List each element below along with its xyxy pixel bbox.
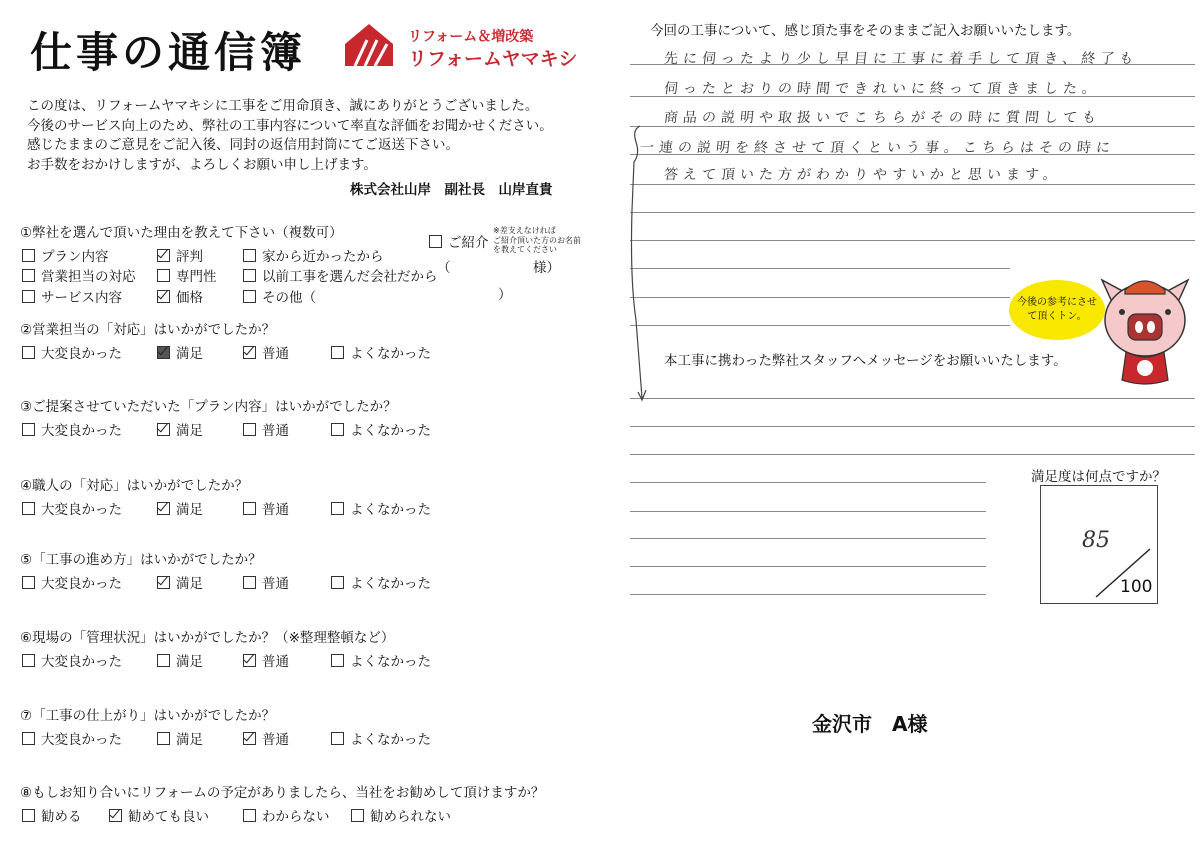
rating-option[interactable]	[157, 572, 203, 592]
option-label: 大変良かった	[41, 423, 122, 439]
other-close-paren: ）	[498, 287, 512, 303]
checkbox[interactable]	[22, 423, 35, 436]
checkbox[interactable]	[157, 654, 170, 667]
option-label: 勧める	[41, 809, 82, 825]
checkbox[interactable]	[157, 732, 170, 745]
intro-line: 感じたままのご意見をご記入後、同封の返信用封筒にてご返送下さい。	[27, 137, 459, 153]
q1-option[interactable]	[157, 286, 203, 306]
option-label: よくなかった	[350, 732, 431, 748]
satisfaction-label: 満足度は何点ですか？	[1031, 469, 1166, 485]
checkbox[interactable]	[22, 346, 35, 359]
intro-text	[27, 97, 553, 175]
checkbox[interactable]	[243, 423, 256, 436]
checkbox[interactable]	[22, 290, 35, 303]
option-label: よくなかった	[350, 502, 431, 518]
option-label: 勧めても良い	[128, 809, 209, 825]
option-label: その他（	[262, 290, 316, 306]
option-label: よくなかった	[350, 346, 431, 362]
rating-option[interactable]	[22, 342, 122, 362]
ruled-line	[630, 594, 986, 595]
option-label: よくなかった	[350, 576, 431, 592]
rating-option[interactable]	[22, 650, 122, 670]
ruled-line	[630, 398, 1195, 399]
option-label: 大変良かった	[41, 346, 122, 362]
option-label: 満足	[176, 423, 203, 439]
introduced-note: ※差支えなければ ご紹介頂いた方のお名前 を教えてください	[493, 226, 581, 254]
rating-option[interactable]	[331, 572, 431, 592]
option-label: 勧められない	[370, 809, 451, 825]
introduced-label: ご紹介	[448, 235, 489, 251]
introduced-option[interactable]	[429, 231, 489, 251]
q1-option[interactable]	[243, 286, 316, 306]
ruled-line	[630, 482, 986, 483]
checkbox[interactable]	[157, 269, 170, 282]
pig-mascot-icon	[1098, 272, 1193, 390]
option-label: 営業担当の対応	[41, 269, 136, 285]
rating-option[interactable]	[157, 419, 203, 439]
rating-option[interactable]	[22, 419, 122, 439]
option-label: よくなかった	[350, 654, 431, 670]
option-label: 普通	[262, 502, 289, 518]
checkbox[interactable]	[243, 346, 256, 359]
rating-option[interactable]	[22, 728, 122, 748]
checkbox[interactable]	[243, 502, 256, 515]
q1-option[interactable]	[243, 245, 384, 265]
q1-option[interactable]	[157, 245, 203, 265]
checkbox[interactable]	[157, 576, 170, 589]
q8-option[interactable]	[22, 805, 82, 825]
option-label: 満足	[176, 576, 203, 592]
ruled-line	[630, 454, 1195, 455]
question-4: ④職人の「対応」はいかがでしたか？	[20, 478, 249, 494]
checkbox[interactable]	[22, 502, 35, 515]
option-label: 家から近かったから	[262, 249, 384, 265]
ruled-line	[630, 96, 1195, 97]
rating-option[interactable]	[331, 650, 431, 670]
option-label: サービス内容	[41, 290, 122, 306]
ruled-line	[630, 126, 1195, 127]
question-3: ③ご提案させていただいた「プラン内容」はいかがでしたか？	[20, 399, 397, 415]
option-label: 専門性	[176, 269, 217, 285]
handwritten-comment-line: 一連の説明を終させて頂くという事。こちらはその時に	[639, 140, 1116, 156]
checkbox[interactable]	[109, 809, 122, 822]
option-label: プラン内容	[41, 249, 109, 265]
rating-option[interactable]	[243, 342, 289, 362]
option-label: 普通	[262, 423, 289, 439]
ruled-line	[630, 538, 986, 539]
signature: 株式会社山岸 副社長 山岸直貴	[350, 182, 553, 198]
logo-name: リフォームヤマキシ	[408, 48, 578, 70]
checkbox[interactable]	[331, 576, 344, 589]
question-7: ⑦「工事の仕上がり」はいかがでしたか？	[20, 708, 276, 724]
rating-option[interactable]	[22, 498, 122, 518]
checkbox[interactable]	[331, 423, 344, 436]
checkbox[interactable]	[157, 502, 170, 515]
rating-option[interactable]	[243, 498, 289, 518]
checkbox[interactable]	[331, 502, 344, 515]
question-8: ⑧もしお知り合いにリフォームの予定がありましたら、当社をお勧めして頂けますか？	[20, 785, 545, 801]
checkbox-introduced[interactable]	[429, 235, 442, 248]
question-1: ①弊社を選んで頂いた理由を教えて下さい（複数可）	[20, 225, 343, 241]
checkbox[interactable]	[22, 732, 35, 745]
checkbox[interactable]	[243, 249, 256, 262]
page-title: 仕事の通信簿	[30, 28, 307, 77]
option-label: 評判	[176, 249, 203, 265]
checkbox[interactable]	[22, 269, 35, 282]
ruled-line	[630, 64, 1195, 65]
ruled-line	[630, 297, 1010, 298]
option-label: 満足	[176, 732, 203, 748]
q1-option[interactable]	[22, 245, 109, 265]
intro-line: お手数をおかけしますが、よろしくお願い申し上げます。	[27, 156, 377, 173]
ruled-line	[630, 511, 986, 512]
ruled-line	[630, 325, 1010, 326]
ruled-line	[630, 240, 1195, 241]
handwritten-comment-line: 伺ったとおりの時間できれいに終って頂きました。	[663, 81, 1102, 97]
option-label: わからない	[262, 809, 330, 825]
q1-option[interactable]	[22, 265, 136, 285]
ruled-line	[630, 154, 1195, 155]
comments-heading: 今回の工事について、感じ頂た事をそのままご記入お願いいたします。	[650, 23, 1081, 39]
option-label: 満足	[176, 654, 203, 670]
checkbox[interactable]	[22, 576, 35, 589]
checkbox[interactable]	[331, 346, 344, 359]
checkbox[interactable]	[243, 269, 256, 282]
staff-message-heading: 本工事に携わった弊社スタッフへメッセージをお願いいたします。	[664, 353, 1067, 369]
speech-bubble-text: 今後の参考にさせて頂くトン。	[1017, 297, 1097, 322]
checkbox[interactable]	[243, 809, 256, 822]
checkbox[interactable]	[243, 732, 256, 745]
rating-option[interactable]	[243, 572, 289, 592]
introduced-suffix: 様）	[533, 260, 560, 276]
q8-option[interactable]	[351, 805, 451, 825]
rating-option[interactable]	[157, 498, 203, 518]
score-value: 85	[1082, 528, 1110, 553]
option-label: 大変良かった	[41, 502, 122, 518]
checkbox[interactable]	[22, 654, 35, 667]
option-label: 普通	[262, 732, 289, 748]
question-5: ⑤「工事の進め方」はいかがでしたか？	[20, 552, 262, 568]
ruled-line	[630, 184, 1195, 185]
rating-option[interactable]	[243, 728, 289, 748]
introduced-open-paren: （	[437, 260, 451, 276]
checkbox[interactable]	[157, 423, 170, 436]
option-label: 満足	[176, 346, 203, 362]
handwritten-comment-line: 先に伺ったより少し早目に工事に着手して頂き、終了も	[663, 51, 1140, 67]
option-label: 価格	[176, 290, 203, 306]
ruled-line	[630, 212, 1195, 213]
checkbox[interactable]	[157, 346, 170, 359]
customer-name: 金沢市 A様	[812, 712, 928, 736]
rating-option[interactable]	[331, 419, 431, 439]
margin-arrow-icon	[626, 120, 650, 405]
ruled-line	[630, 566, 986, 567]
question-6: ⑥現場の「管理状況」はいかがでしたか？（※整理整頓など）	[20, 630, 395, 646]
intro-line: この度は、リフォームヤマキシに工事をご用命頂き、誠にありがとうございました。	[27, 98, 539, 114]
q1-option[interactable]	[157, 265, 217, 285]
rating-option[interactable]	[243, 650, 289, 670]
checkbox[interactable]	[243, 654, 256, 667]
checkbox[interactable]	[243, 290, 256, 303]
q8-option[interactable]	[109, 805, 209, 825]
option-label: 大変良かった	[41, 732, 122, 748]
rating-option[interactable]	[157, 342, 203, 362]
checkbox[interactable]	[331, 732, 344, 745]
ruled-line	[630, 268, 1010, 269]
rating-option[interactable]	[157, 728, 203, 748]
checkbox[interactable]	[157, 290, 170, 303]
checkbox[interactable]	[22, 249, 35, 262]
rating-option[interactable]	[331, 342, 431, 362]
checkbox[interactable]	[22, 809, 35, 822]
option-label: 大変良かった	[41, 576, 122, 592]
checkbox[interactable]	[331, 654, 344, 667]
intro-line: 今後のサービス向上のため、弊社の工事内容について率直な評価をお聞かせください。	[27, 117, 553, 134]
option-label: よくなかった	[350, 423, 431, 439]
rating-option[interactable]	[243, 419, 289, 439]
score-max: 100	[1120, 577, 1153, 597]
rating-option[interactable]	[331, 728, 431, 748]
question-2: ②営業担当の「対応」はいかがでしたか？	[20, 322, 276, 338]
handwritten-comment-line: 答えて頂いた方がわかりやすいかと思います。	[663, 167, 1063, 183]
option-label: 普通	[262, 346, 289, 362]
rating-option[interactable]	[331, 498, 431, 518]
q8-option[interactable]	[243, 805, 330, 825]
option-label: 普通	[262, 576, 289, 592]
option-label: 大変良かった	[41, 654, 122, 670]
ruled-line	[630, 426, 1195, 427]
checkbox[interactable]	[351, 809, 364, 822]
option-label: 普通	[262, 654, 289, 670]
company-logo-icon	[343, 22, 395, 68]
q1-option[interactable]	[243, 265, 438, 285]
rating-option[interactable]	[22, 572, 122, 592]
option-label: 以前工事を選んだ会社だから	[262, 269, 438, 285]
handwritten-comment-line: 商品の説明や取扱いでこちらがその時に質問しても	[663, 110, 1102, 126]
checkbox[interactable]	[243, 576, 256, 589]
option-label: 満足	[176, 502, 203, 518]
logo-tagline: リフォーム＆増改築	[408, 29, 534, 45]
checkbox[interactable]	[157, 249, 170, 262]
rating-option[interactable]	[157, 650, 203, 670]
q1-option[interactable]	[22, 286, 122, 306]
